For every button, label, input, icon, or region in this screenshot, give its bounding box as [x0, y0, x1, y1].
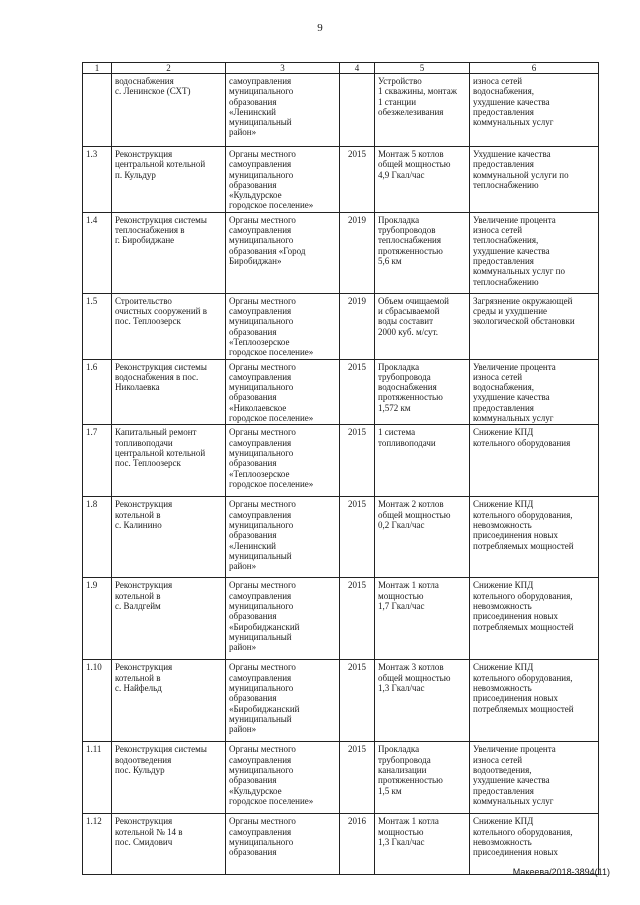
row-number-cell: 1.10 [83, 660, 112, 742]
measure-name-cell: Реконструкция системы теплоснабжения в г. Биробиджане [112, 212, 226, 293]
table-row [83, 578, 599, 660]
measure-name-cell: Реконструкция котельной № 14 в пос. Смидович [112, 814, 226, 875]
consequence-cell: Снижение КПД котельного оборудования [470, 425, 599, 497]
row-number-cell [83, 74, 112, 147]
year-cell: 2015 [340, 497, 375, 578]
year-cell: 2015 [340, 425, 375, 497]
row-number-cell: 1.12 [83, 814, 112, 875]
table-row [83, 425, 599, 497]
table-body [83, 74, 599, 875]
year-cell: 2016 [340, 814, 375, 875]
planned-work-cell: 1 система топливоподачи [375, 425, 470, 497]
row-number-cell: 1.7 [83, 425, 112, 497]
year-cell: 2015 [340, 359, 375, 425]
year-cell: 2015 [340, 660, 375, 742]
column-header: 6 [470, 63, 599, 74]
measure-name-cell: Строительство очистных сооружений в пос. Теплоозерск [112, 293, 226, 359]
consequence-cell: Снижение КПД котельного оборудования, невозможность присоединения новых потребляемых мощностей [470, 578, 599, 660]
responsible-org-cell: Органы местного самоуправления муниципального образования «Николаевское городское поселение» [226, 359, 340, 425]
measure-name-cell: Реконструкция системы водоотведения пос. Кульдур [112, 742, 226, 814]
year-cell: 2015 [340, 578, 375, 660]
measure-name-cell: Реконструкция центральной котельной п. Кульдур [112, 147, 226, 213]
responsible-org-cell: Органы местного самоуправления муниципального образования «Теплоозерское городское поселение» [226, 425, 340, 497]
row-number-cell: 1.9 [83, 578, 112, 660]
consequence-cell: Ухудшение качества предоставления коммунальной услуги по теплоснабжению [470, 147, 599, 213]
responsible-org-cell: Органы местного самоуправления муниципального образования «Биробиджанский муниципальный район» [226, 578, 340, 660]
row-number-cell: 1.4 [83, 212, 112, 293]
table-row [83, 293, 599, 359]
year-cell [340, 74, 375, 147]
measure-name-cell: водоснабжения с. Ленинское (СХТ) [112, 74, 226, 147]
row-number-cell: 1.6 [83, 359, 112, 425]
planned-work-cell: Прокладка трубопровода водоснабжения протяженностью 1,572 км [375, 359, 470, 425]
responsible-org-cell: Органы местного самоуправления муниципального образования «Теплоозерское городское поселение» [226, 293, 340, 359]
year-cell: 2019 [340, 212, 375, 293]
column-header: 2 [112, 63, 226, 74]
planned-work-cell: Монтаж 1 котла мощностью 1,3 Гкал/час [375, 814, 470, 875]
consequence-cell: Снижение КПД котельного оборудования, невозможность присоединения новых потребляемых мощностей [470, 497, 599, 578]
column-header: 4 [340, 63, 375, 74]
consequence-cell: Снижение КПД котельного оборудования, невозможность присоединения новых [470, 814, 599, 875]
responsible-org-cell: Органы местного самоуправления муниципального образования «Ленинский муниципальный район» [226, 497, 340, 578]
table-row [83, 497, 599, 578]
consequence-cell: Увеличение процента износа сетей теплоснабжения, ухудшение качества предоставления коммунальных услуг по теплоснабжению [470, 212, 599, 293]
measure-name-cell: Реконструкция котельной в с. Калинино [112, 497, 226, 578]
measure-name-cell: Реконструкция системы водоснабжения в пос. Николаевка [112, 359, 226, 425]
planned-work-cell: Прокладка трубопровода канализации протяженностью 1,5 км [375, 742, 470, 814]
planned-work-cell: Устройство 1 скважины, монтаж 1 станции обезжелезивания [375, 74, 470, 147]
measure-name-cell: Реконструкция котельной в с. Найфельд [112, 660, 226, 742]
responsible-org-cell: Органы местного самоуправления муниципального образования «Биробиджанский муниципальный район» [226, 660, 340, 742]
planned-work-cell: Объем очищаемой и сбрасываемой воды составит 2000 куб. м/сут. [375, 293, 470, 359]
responsible-org-cell: Органы местного самоуправления муниципального образования «Кульдурское городское поселение» [226, 147, 340, 213]
measure-name-cell: Реконструкция котельной в с. Валдгейм [112, 578, 226, 660]
table-row [83, 814, 599, 875]
column-header: 3 [226, 63, 340, 74]
year-cell: 2015 [340, 742, 375, 814]
year-cell: 2015 [340, 147, 375, 213]
measure-name-cell: Капитальный ремонт топливоподачи центральной котельной пос. Теплоозерск [112, 425, 226, 497]
consequence-cell: Увеличение процента износа сетей водоснабжения, ухудшение качества предоставления коммунальных услуг [470, 359, 599, 425]
consequence-cell: износа сетей водоснабжения, ухудшение качества предоставления коммунальных услуг [470, 74, 599, 147]
table-row [83, 742, 599, 814]
column-header: 1 [83, 63, 112, 74]
responsible-org-cell: самоуправления муниципального образования «Ленинский муниципальный район» [226, 74, 340, 147]
responsible-org-cell: Органы местного самоуправления муниципального образования «Кульдурское городское поселение» [226, 742, 340, 814]
table-row [83, 74, 599, 147]
row-number-cell: 1.8 [83, 497, 112, 578]
responsible-org-cell: Органы местного самоуправления муниципального образования [226, 814, 340, 875]
table-header-row [83, 63, 599, 74]
table-row [83, 147, 599, 213]
table-row [83, 212, 599, 293]
footer-reference: Макеева/2018-3894(11) [512, 867, 610, 877]
table-row [83, 359, 599, 425]
planned-work-cell: Монтаж 1 котла мощностью 1,7 Гкал/час [375, 578, 470, 660]
consequence-cell: Загрязнение окружающей среды и ухудшение экологической обстановки [470, 293, 599, 359]
consequence-cell: Увеличение процента износа сетей водоотведения, ухудшение качества предоставления коммунальных услуг [470, 742, 599, 814]
planned-work-cell: Монтаж 3 котлов общей мощностью 1,3 Гкал/час [375, 660, 470, 742]
row-number-cell: 1.3 [83, 147, 112, 213]
row-number-cell: 1.11 [83, 742, 112, 814]
column-header: 5 [375, 63, 470, 74]
responsible-org-cell: Органы местного самоуправления муниципального образования «Город Биробиджан» [226, 212, 340, 293]
table-row [83, 660, 599, 742]
year-cell: 2019 [340, 293, 375, 359]
planned-work-cell: Монтаж 2 котлов общей мощностью 0,2 Гкал/час [375, 497, 470, 578]
planned-work-cell: Монтаж 5 котлов общей мощностью 4,9 Гкал/час [375, 147, 470, 213]
measures-table [82, 62, 599, 875]
consequence-cell: Снижение КПД котельного оборудования, невозможность присоединения новых потребляемых мощностей [470, 660, 599, 742]
row-number-cell: 1.5 [83, 293, 112, 359]
page-number: 9 [317, 22, 323, 34]
planned-work-cell: Прокладка трубопроводов теплоснабжения протяженностью 5,6 км [375, 212, 470, 293]
